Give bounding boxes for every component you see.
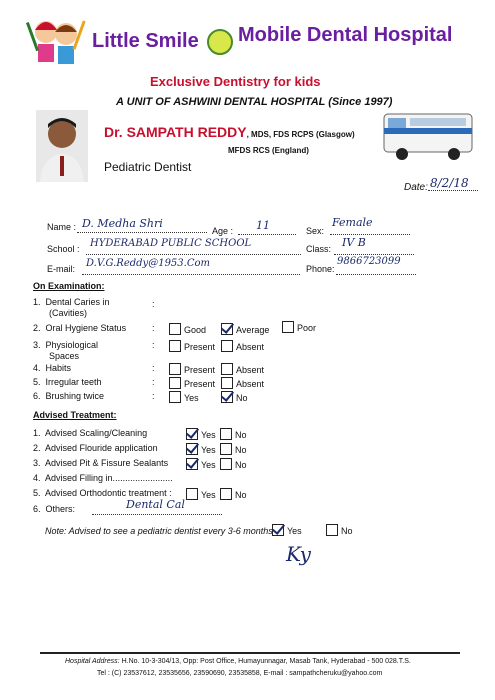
class-line — [334, 254, 414, 255]
scaling-no[interactable]: No — [220, 428, 247, 440]
phone-line — [336, 274, 416, 275]
doctor-signature: Ky — [286, 542, 311, 566]
exam-colon-1: : — [152, 299, 155, 309]
orthodontic-yes[interactable]: Yes — [186, 488, 216, 500]
mobile-bus-image — [380, 108, 476, 162]
checkbox-icon[interactable] — [220, 488, 232, 500]
exam-item-3-sub: Spaces — [49, 351, 80, 361]
exam-item-1-sub: (Cavities) — [49, 308, 88, 318]
note-yes[interactable]: Yes — [272, 524, 302, 536]
class-label: Class: — [306, 244, 332, 254]
brushing-no[interactable]: No — [221, 391, 248, 403]
phone-label: Phone: — [306, 264, 335, 274]
age-value: 11 — [256, 219, 270, 232]
exam-colon-6: : — [152, 391, 155, 401]
irregular-present[interactable]: Present — [169, 377, 215, 389]
footer-address: Hospital Address: H.No. 10-3-304/13, Opp: Post Office, Humayunnagar, Masab Tank, Hyderabad - 500 028.T.S. — [65, 658, 411, 665]
globe-icon — [205, 28, 235, 61]
note-no[interactable]: No — [326, 524, 353, 536]
treatment-item-4: 4. Advised Filling in........................ — [33, 473, 173, 483]
brushing-yes[interactable]: Yes — [169, 391, 199, 403]
checked-box-icon[interactable] — [186, 443, 198, 455]
checkbox-icon[interactable] — [169, 391, 181, 403]
subtitle: Exclusive Dentistry for kids — [150, 74, 321, 89]
name-value: D. Medha Shri — [82, 217, 163, 230]
exam-colon-3: : — [152, 340, 155, 350]
checkbox-icon[interactable] — [220, 443, 232, 455]
phone-value: 9866723099 — [337, 256, 401, 267]
spaces-absent[interactable]: Absent — [221, 340, 264, 352]
sex-value: Female — [332, 216, 373, 229]
email-line — [82, 274, 300, 275]
exam-item-2: 2. Oral Hygiene Status — [33, 323, 127, 333]
exam-item-6: 6. Brushing twice — [33, 391, 105, 401]
note-text: Note: Advised to see a pediatric dentist every 3-6 months — [45, 526, 273, 536]
oral-hygiene-poor[interactable]: Poor — [282, 321, 316, 333]
sealants-yes[interactable]: Yes — [186, 458, 216, 470]
email-value: D.V.G.Reddy@1953.Com — [86, 258, 210, 269]
school-line — [86, 254, 301, 255]
date-line — [428, 190, 478, 191]
others-line — [92, 514, 222, 515]
doctor-quals2: MFDS RCS (England) — [228, 146, 309, 155]
examination-heading: On Examination: — [33, 281, 105, 291]
checked-box-icon[interactable] — [272, 524, 284, 536]
oral-hygiene-average[interactable]: Average — [221, 323, 269, 335]
checked-box-icon[interactable] — [221, 323, 233, 335]
checked-box-icon[interactable] — [221, 391, 233, 403]
doctor-photo — [36, 110, 88, 182]
footer-divider — [40, 652, 460, 654]
exam-colon-4: : — [152, 363, 155, 373]
checkbox-icon[interactable] — [221, 340, 233, 352]
checkbox-icon[interactable] — [221, 377, 233, 389]
flouride-no[interactable]: No — [220, 443, 247, 455]
sealants-no[interactable]: No — [220, 458, 247, 470]
sex-line — [330, 234, 410, 235]
treatment-item-5: 5. Advised Orthodontic treatment : — [33, 488, 172, 498]
title-part2: Mobile Dental Hospital — [238, 24, 453, 46]
footer-contact: Tel : (C) 23537612, 23535656, 23590690, 23535858, E-mail : sampathcheruku@yahoo.com — [97, 670, 383, 677]
checkbox-icon[interactable] — [186, 488, 198, 500]
treatment-item-6: 6. Others: — [33, 504, 76, 514]
treatment-item-1: 1. Advised Scaling/Cleaning — [33, 428, 148, 438]
checked-box-icon[interactable] — [186, 428, 198, 440]
speciality: Pediatric Dentist — [104, 160, 192, 174]
habits-absent[interactable]: Absent — [221, 363, 264, 375]
name-line — [77, 232, 207, 233]
age-label: Age : — [212, 226, 234, 236]
checkbox-icon[interactable] — [282, 321, 294, 333]
email-label: E-mail: — [47, 264, 76, 274]
checkbox-icon[interactable] — [326, 524, 338, 536]
unit-line: A UNIT OF ASHWINI DENTAL HOSPITAL (Since 1997) — [116, 96, 393, 108]
others-value: Dental Cal — [126, 498, 185, 511]
checkbox-icon[interactable] — [221, 363, 233, 375]
treatment-heading: Advised Treatment: — [33, 410, 117, 420]
checkbox-icon[interactable] — [169, 363, 181, 375]
orthodontic-no[interactable]: No — [220, 488, 247, 500]
title-part1: Little Smile — [92, 30, 199, 52]
name-label: Name : — [47, 222, 77, 232]
exam-item-4: 4. Habits — [33, 363, 72, 373]
exam-item-1: 1. Dental Caries in — [33, 297, 110, 307]
class-value: IV B — [342, 236, 366, 249]
exam-colon-2: : — [152, 323, 155, 333]
habits-present[interactable]: Present — [169, 363, 215, 375]
date-value: 8/2/18 — [430, 176, 469, 190]
checked-box-icon[interactable] — [186, 458, 198, 470]
treatment-item-2: 2. Advised Flouride application — [33, 443, 158, 453]
exam-item-3: 3. Physiological — [33, 340, 99, 350]
flouride-yes[interactable]: Yes — [186, 443, 216, 455]
doctor-name: Dr. SAMPATH REDDY, MDS, FDS RCPS (Glasgow) — [104, 124, 355, 140]
oral-hygiene-good[interactable]: Good — [169, 323, 206, 335]
date-label: Date: — [404, 182, 428, 193]
age-line — [238, 234, 296, 235]
sex-label: Sex: — [306, 226, 325, 236]
checkbox-icon[interactable] — [220, 428, 232, 440]
checkbox-icon[interactable] — [169, 340, 181, 352]
spaces-present[interactable]: Present — [169, 340, 215, 352]
checkbox-icon[interactable] — [169, 377, 181, 389]
irregular-absent[interactable]: Absent — [221, 377, 264, 389]
exam-item-5: 5. Irregular teeth — [33, 377, 102, 387]
scaling-yes[interactable]: Yes — [186, 428, 216, 440]
kids-logo — [26, 14, 88, 74]
treatment-item-3: 3. Advised Pit & Fissure Sealants — [33, 458, 169, 468]
checkbox-icon[interactable] — [220, 458, 232, 470]
school-label: School : — [47, 244, 80, 254]
school-value: HYDERABAD PUBLIC SCHOOL — [90, 238, 252, 249]
checkbox-icon[interactable] — [169, 323, 181, 335]
exam-colon-5: : — [152, 377, 155, 387]
